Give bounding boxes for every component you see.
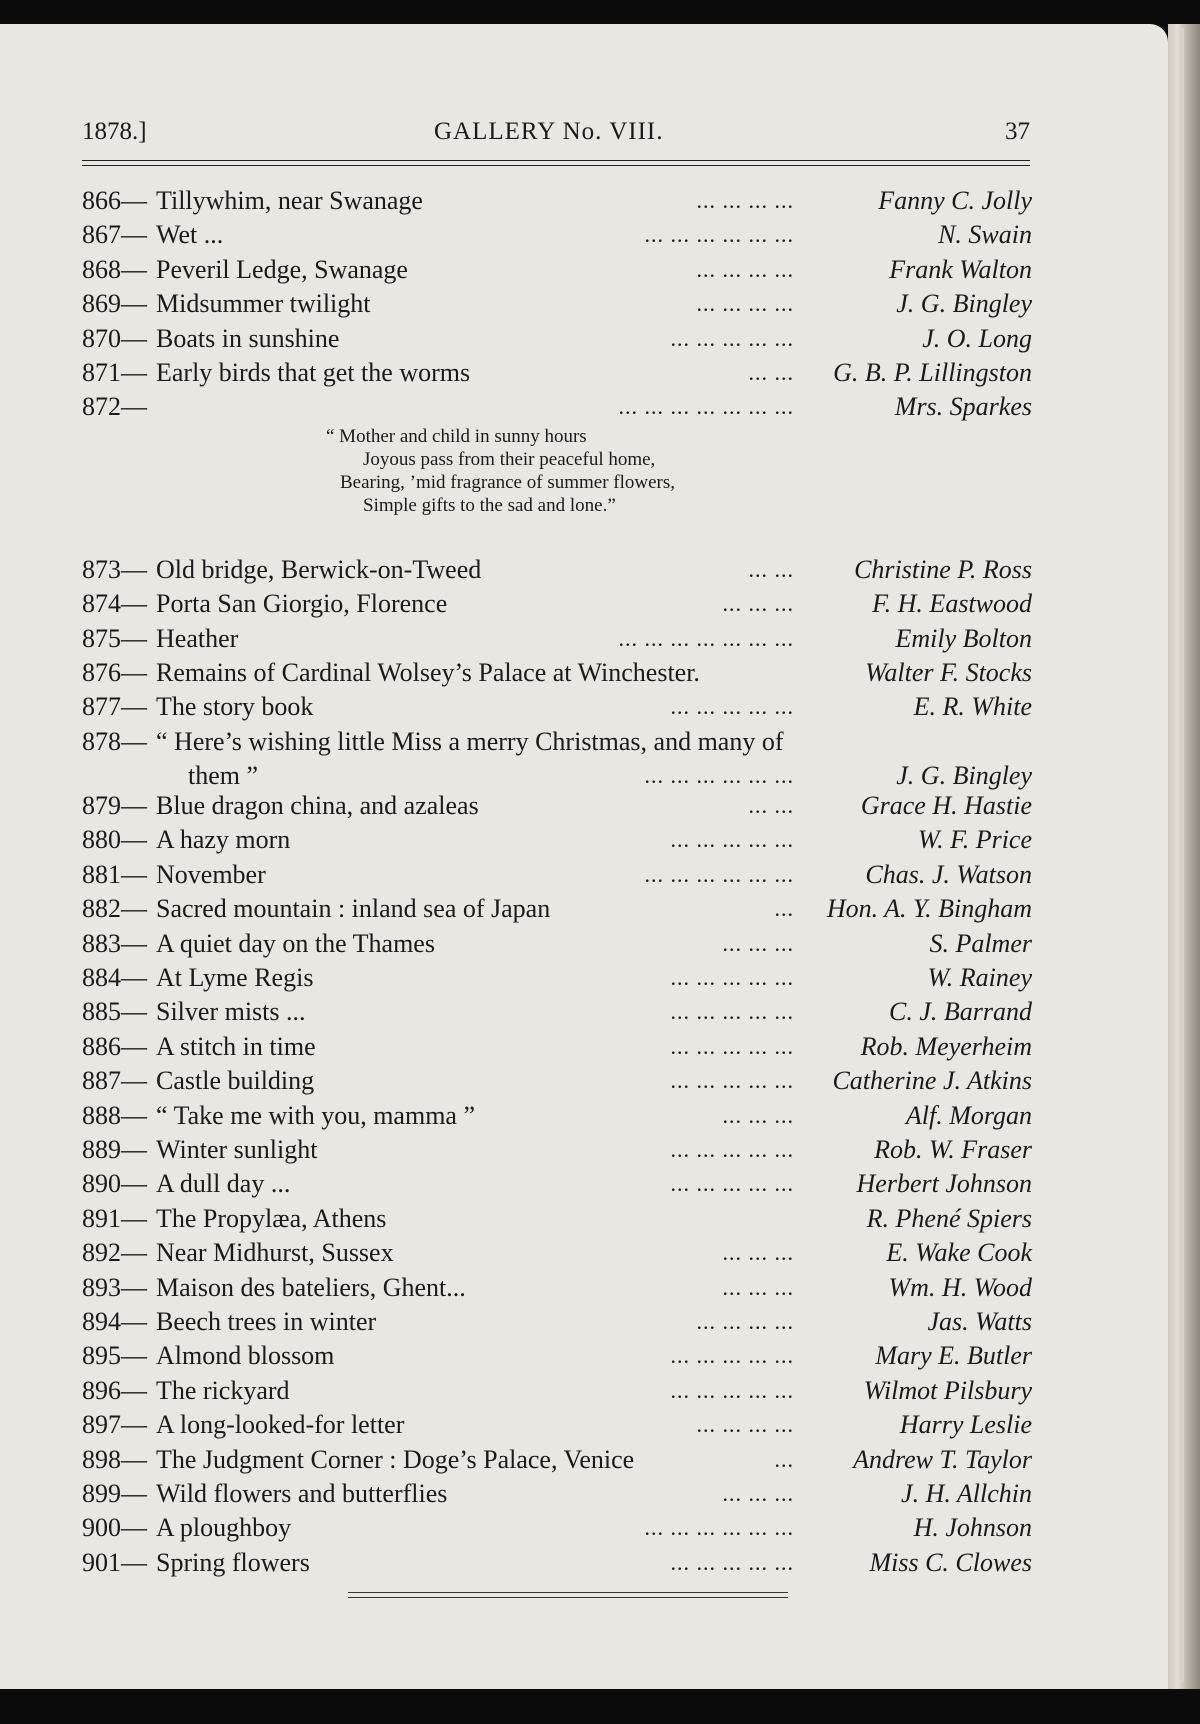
catalogue-entry	[82, 322, 1032, 356]
entry-artist: Miss C. Clowes	[869, 1547, 1032, 1577]
entry-leader-dots: ... ... ... ... ...	[670, 1549, 794, 1575]
entry-title: Silver mists ...	[156, 997, 306, 1027]
entry-leader-dots: ... ... ... ... ...	[670, 1136, 794, 1162]
catalogue-entry	[82, 690, 1032, 724]
entry-number: 897—	[82, 1410, 147, 1440]
entry-leader-dots: ... ... ... ...	[696, 188, 794, 213]
catalogue-entry	[82, 218, 1032, 252]
entry-leader-dots: ... ... ...	[722, 1240, 794, 1266]
entry-artist: S. Palmer	[929, 928, 1032, 958]
entry-artist: Fanny C. Jolly	[878, 186, 1032, 215]
entry-number: 884—	[82, 963, 147, 993]
entry-number: 872—	[82, 392, 147, 422]
entry-artist: C. J. Barrand	[889, 997, 1032, 1027]
entry-leader-dots: ... ... ... ... ...	[670, 1033, 794, 1059]
entry-title: Early birds that get the worms	[156, 357, 471, 387]
entry-number: 877—	[82, 692, 147, 722]
book-page-edge	[1168, 24, 1200, 1689]
entry-leader-dots: ... ... ... ... ...	[670, 999, 794, 1025]
catalogue-entry	[82, 1133, 1032, 1167]
entry-artist: J. H. Allchin	[901, 1478, 1032, 1508]
book-page-edge-line	[1180, 28, 1184, 1683]
entry-artist: E. R. White	[913, 692, 1032, 722]
entry-title: Boats in sunshine	[156, 323, 340, 353]
entry-number: 883—	[82, 928, 147, 958]
entry-number: 873—	[82, 554, 147, 584]
entry-leader-dots: ... ... ... ...	[696, 1308, 794, 1334]
entry-title: A ploughboy	[156, 1513, 292, 1543]
entry-artist: J. G. Bingley	[896, 289, 1032, 319]
catalogue-entry	[82, 1099, 1032, 1133]
poem-line: Joyous pass from their peaceful home,	[363, 448, 656, 470]
entry-leader-dots: ... ... ...	[722, 1102, 794, 1128]
entry-leader-dots: ... ... ... ... ... ... ...	[618, 625, 794, 651]
header-rule-double	[82, 165, 1030, 166]
entry-leader-dots: ... ... ... ... ... ... ...	[618, 394, 794, 420]
entry-artist: Catherine J. Atkins	[832, 1066, 1032, 1096]
entry-artist: W. Rainey	[927, 963, 1032, 993]
catalogue-entry	[82, 1546, 1032, 1580]
entry-leader-dots: ... ...	[748, 793, 794, 819]
catalogue-entry	[82, 287, 1032, 321]
catalogue-entry	[82, 1443, 1032, 1477]
entry-artist: Chas. J. Watson	[865, 859, 1032, 889]
catalogue-entry	[82, 823, 1032, 857]
catalogue-entry	[82, 1271, 1032, 1305]
poem-line: “ Mother and child in sunny hours	[326, 425, 587, 447]
entry-title: The rickyard	[156, 1375, 290, 1405]
entry-title: “ Here’s wishing little Miss a merry Christmas, and many of	[156, 726, 784, 756]
catalogue-entry	[82, 961, 1032, 995]
entry-number: 870—	[82, 323, 147, 353]
entry-number: 869—	[82, 289, 147, 319]
entry-title: Winter sunlight	[156, 1134, 318, 1164]
entry-number: 867—	[82, 220, 147, 250]
entry-number: 882—	[82, 894, 147, 924]
entry-number: 894—	[82, 1306, 147, 1336]
entry-leader-dots: ... ... ...	[722, 930, 794, 956]
catalogue-entry	[82, 1511, 1032, 1545]
entry-title: A stitch in time	[156, 1031, 316, 1061]
entry-artist: N. Swain	[938, 220, 1032, 250]
entry-leader-dots: ... ... ...	[722, 1480, 794, 1506]
entry-title: The story book	[156, 692, 314, 722]
entry-title: The Propylæa, Athens	[156, 1203, 387, 1233]
entry-title: “ Take me with you, mamma ”	[156, 1100, 475, 1130]
entry-title: Peveril Ledge, Swanage	[156, 254, 408, 284]
entry-title: Beech trees in winter	[156, 1306, 377, 1336]
entry-number: 899—	[82, 1478, 147, 1508]
entry-title: Sacred mountain : inland sea of Japan	[156, 894, 551, 924]
catalogue-entry	[82, 253, 1032, 287]
entry-artist: G. B. P. Lillingston	[833, 357, 1032, 387]
entry-title: Castle building	[156, 1066, 315, 1096]
footer-rule	[348, 1592, 788, 1593]
entry-title: A dull day ...	[156, 1169, 291, 1199]
entry-artist: H. Johnson	[913, 1513, 1032, 1543]
entry-artist: Christine P. Ross	[854, 554, 1032, 584]
catalogue-entry	[82, 1339, 1032, 1373]
entry-leader-dots: ... ... ... ... ... ...	[644, 222, 794, 248]
entry-leader-dots: ... ... ... ... ...	[670, 1171, 794, 1197]
entry-number: 881—	[82, 859, 147, 889]
entry-number: 875—	[82, 623, 147, 653]
entry-leader-dots: ... ...	[748, 359, 794, 385]
entry-title: At Lyme Regis	[156, 963, 314, 993]
entry-artist: Grace H. Hastie	[860, 791, 1032, 821]
entry-number: 887—	[82, 1066, 147, 1096]
entry-number: 876—	[82, 657, 147, 687]
entry-number: 890—	[82, 1169, 147, 1199]
entry-leader-dots: ... ... ... ... ...	[670, 1068, 794, 1094]
entry-artist: Herbert Johnson	[856, 1169, 1032, 1199]
entry-leader-dots: ... ...	[748, 556, 794, 582]
entry-number: 892—	[82, 1238, 147, 1268]
entry-artist: Emily Bolton	[895, 623, 1032, 653]
catalogue-entry	[82, 1305, 1032, 1339]
entry-number: 874—	[82, 589, 147, 619]
entry-artist: Rob. W. Fraser	[874, 1134, 1032, 1164]
catalogue-entry	[82, 553, 1032, 587]
header-year: 1878.]	[82, 118, 147, 145]
catalogue-entry	[82, 356, 1032, 390]
entry-title: Almond blossom	[156, 1341, 335, 1371]
entry-leader-dots: ... ... ... ... ...	[670, 1377, 794, 1403]
entry-title: Heather	[156, 623, 239, 653]
entry-leader-dots: ... ... ...	[722, 591, 794, 617]
catalogue-entry	[82, 390, 1032, 424]
entry-artist: E. Wake Cook	[886, 1238, 1032, 1268]
entry-artist: Andrew T. Taylor	[853, 1444, 1032, 1474]
entry-title: them ”	[188, 761, 259, 791]
entry-leader-dots: ... ... ... ... ... ...	[644, 763, 794, 789]
catalogue-entry	[82, 1064, 1032, 1098]
entry-artist: Rob. Meyerheim	[860, 1031, 1032, 1061]
entry-number: 871—	[82, 357, 147, 387]
entry-artist: J. O. Long	[922, 323, 1032, 353]
catalogue-entry	[82, 184, 1032, 218]
catalogue-entry	[82, 1477, 1032, 1511]
entry-title: Porta San Giorgio, Florence	[156, 589, 448, 619]
entry-number: 878—	[82, 726, 147, 756]
entry-artist: Jas. Watts	[927, 1306, 1032, 1336]
entry-leader-dots: ... ... ... ...	[696, 291, 794, 317]
entry-leader-dots: ...	[774, 896, 794, 922]
entry-leader-dots: ... ... ... ... ... ...	[644, 1515, 794, 1541]
entry-title: Midsummer twilight	[156, 289, 371, 319]
entry-artist: Wilmot Pilsbury	[863, 1375, 1032, 1405]
entry-title: A quiet day on the Thames	[156, 928, 435, 958]
entry-artist: Mary E. Butler	[875, 1341, 1032, 1371]
catalogue-entry	[82, 1030, 1032, 1064]
catalogue-entry	[82, 725, 1032, 759]
entry-number: 880—	[82, 825, 147, 855]
entry-title: Tillywhim, near Swanage	[156, 186, 423, 215]
footer-rule-double	[348, 1597, 788, 1598]
entry-title: A long-looked-for letter	[156, 1410, 405, 1440]
entry-title: A hazy morn	[156, 825, 291, 855]
entry-title: Spring flowers	[156, 1547, 310, 1577]
entry-title: Blue dragon china, and azaleas	[156, 791, 479, 821]
header-page-number: 37	[1005, 118, 1030, 145]
page-header	[82, 118, 1030, 150]
entry-number: 891—	[82, 1203, 147, 1233]
entry-title: Wild flowers and butterflies	[156, 1478, 448, 1508]
catalogue-entry	[82, 995, 1032, 1029]
catalogue-entry	[82, 892, 1032, 926]
entry-number: 866—	[82, 186, 147, 215]
catalogue-entry	[82, 1202, 1032, 1236]
entry-leader-dots: ... ... ...	[722, 1274, 794, 1300]
entry-title: Maison des bateliers, Ghent...	[156, 1272, 466, 1302]
entry-leader-dots: ... ... ... ... ...	[670, 965, 794, 991]
entry-title: November	[156, 859, 266, 889]
entry-title: Near Midhurst, Sussex	[156, 1238, 394, 1268]
entry-artist: W. F. Price	[917, 825, 1032, 855]
entry-artist: Harry Leslie	[899, 1410, 1032, 1440]
entry-number: 893—	[82, 1272, 147, 1302]
catalogue-entry	[82, 1374, 1032, 1408]
entry-number: 901—	[82, 1547, 147, 1577]
catalogue-entry	[82, 587, 1032, 621]
entry-number: 888—	[82, 1100, 147, 1130]
entry-number: 889—	[82, 1134, 147, 1164]
entry-leader-dots: ... ... ... ... ...	[670, 694, 794, 720]
entry-number: 896—	[82, 1375, 147, 1405]
entry-artist: R. Phené Spiers	[866, 1203, 1032, 1233]
entry-title: Wet ...	[156, 220, 224, 250]
header-rule	[82, 160, 1030, 161]
catalogue-entry	[82, 1408, 1032, 1442]
entry-title: Remains of Cardinal Wolsey’s Palace at Winchester.	[156, 657, 700, 687]
entry-number: 879—	[82, 791, 147, 821]
entry-artist: F. H. Eastwood	[872, 589, 1032, 619]
entry-artist: Walter F. Stocks	[865, 657, 1032, 687]
catalogue-entry	[82, 858, 1032, 892]
catalogue-entry	[82, 1236, 1032, 1270]
entry-number: 895—	[82, 1341, 147, 1371]
poem-line: Bearing, ’mid fragrance of summer flowers,	[340, 471, 676, 493]
entry-leader-dots: ... ... ... ...	[696, 1412, 794, 1438]
catalogue-entry	[82, 622, 1032, 656]
entry-number: 868—	[82, 254, 147, 284]
entry-artist: Hon. A. Y. Bingham	[826, 894, 1032, 924]
entry-title: The Judgment Corner : Doge’s Palace, Venice	[156, 1444, 635, 1474]
entry-artist: Alf. Morgan	[905, 1100, 1032, 1130]
poem-block	[82, 425, 1032, 553]
header-gallery-title: GALLERY No. VIII.	[434, 118, 664, 145]
entry-leader-dots: ... ... ... ... ... ...	[644, 861, 794, 887]
poem-line: Simple gifts to the sad and lone.”	[363, 494, 616, 516]
entry-leader-dots: ...	[774, 1446, 794, 1472]
entry-artist: Wm. H. Wood	[888, 1272, 1032, 1302]
entry-leader-dots: ... ... ... ... ...	[670, 1343, 794, 1369]
catalogue-entry	[82, 656, 1032, 690]
entry-number: 885—	[82, 997, 147, 1027]
entry-leader-dots: ... ... ... ... ...	[670, 827, 794, 853]
catalogue-entry	[82, 1167, 1032, 1201]
catalogue-entry	[82, 759, 1032, 789]
entry-leader-dots: ... ... ... ... ...	[670, 325, 794, 351]
catalogue-entry	[82, 789, 1032, 823]
entry-artist: Frank Walton	[889, 254, 1032, 284]
entry-number: 898—	[82, 1444, 147, 1474]
entry-leader-dots: ... ... ... ...	[696, 256, 794, 282]
entry-number: 886—	[82, 1031, 147, 1061]
catalogue-entry	[82, 927, 1032, 961]
entry-artist: J. G. Bingley	[896, 761, 1032, 791]
entry-title: Old bridge, Berwick-on-Tweed	[156, 554, 482, 584]
entry-artist: Mrs. Sparkes	[894, 392, 1032, 422]
entry-number: 900—	[82, 1513, 147, 1543]
catalogue-entries	[82, 184, 1032, 1580]
